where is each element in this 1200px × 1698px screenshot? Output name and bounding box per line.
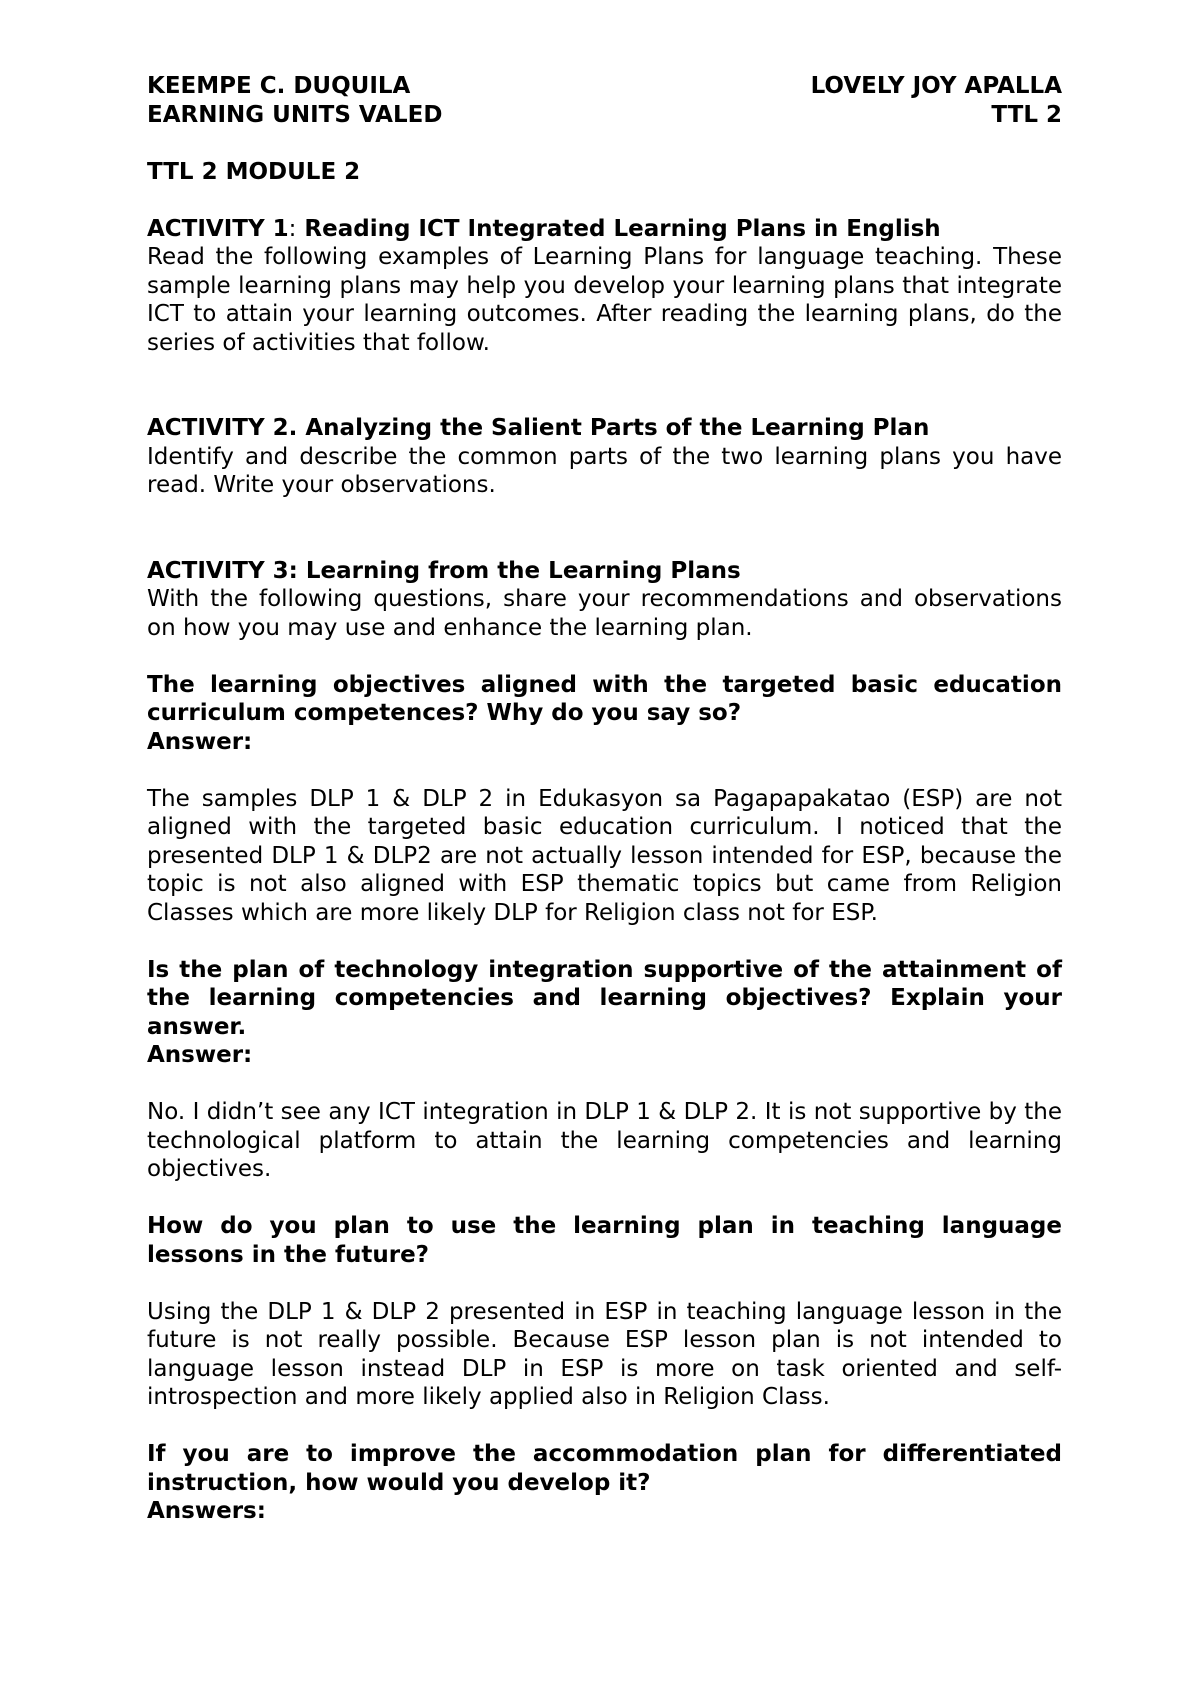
activity1-heading bbox=[147, 215, 1062, 244]
author-left-name: KEEMPE C. DUQUILA bbox=[147, 73, 411, 99]
activity1-label: ACTIVITY 1 bbox=[147, 215, 289, 242]
question-3: How do you plan to use the learning plan in teaching language lessons in the future? bbox=[147, 1213, 1062, 1268]
author-left-course: EARNING UNITS VALED bbox=[147, 101, 443, 128]
question-1-answer: The samples DLP 1 & DLP 2 in Edukasyon sa Pagapapakatao (ESP) are not aligned with the targeted basic education curriculum. I noticed that the presented DLP 1 & DLP2 are not actually lesson intended for ESP, because the topic is not also aligned with ESP thematic topics but came from Religion Classes which are more likely DLP for Religion class not for ESP. bbox=[147, 785, 1062, 926]
spacer bbox=[147, 1184, 1062, 1213]
question-2-answer: No. I didn’t see any ICT integration in DLP 1 & DLP 2. It is not supportive by the technological platform to attain the learning competencies and learning objectives. bbox=[147, 1099, 1062, 1182]
author-right-course: TTL 2 bbox=[991, 101, 1062, 128]
header-course-row bbox=[147, 101, 1062, 130]
spacer bbox=[147, 756, 1062, 785]
header-names-row bbox=[147, 72, 1062, 101]
activity1-sep: : bbox=[288, 215, 297, 242]
activity1-body: Read the following examples of Learning Plans for language teaching. These sample learning plans may help you develop your learning plans that integrate ICT to attain your learning outcomes. After reading the learning plans, do the series of activities that follow. bbox=[147, 244, 1062, 356]
module-title: TTL 2 MODULE 2 bbox=[147, 158, 361, 185]
activity3-heading: ACTIVITY 3: Learning from the Learning Plans bbox=[147, 557, 741, 584]
question-3-answer: Using the DLP 1 & DLP 2 presented in ESP in teaching language lesson in the future is not really possible. Because ESP lesson plan is not intended to language lesson instead DLP in ESP is more on task oriented and self-introspection and more likely applied also in Religion Class. bbox=[147, 1298, 1062, 1410]
activity1-title: Reading ICT Integrated Learning Plans in English bbox=[296, 215, 941, 242]
question-4-answer-label: Answers: bbox=[147, 1498, 266, 1524]
question-1-answer-label: Answer: bbox=[147, 728, 253, 755]
activity2-heading: ACTIVITY 2. Analyzing the Salient Parts of the Learning Plan bbox=[147, 415, 930, 441]
spacer bbox=[147, 1412, 1062, 1441]
activity3-body: With the following questions, share your recommendations and observations on how you may use and enhance the learning plan. bbox=[147, 586, 1062, 641]
spacer bbox=[147, 642, 1062, 671]
author-right-name: LOVELY JOY APALLA bbox=[810, 73, 1062, 99]
spacer bbox=[147, 927, 1062, 956]
spacer bbox=[147, 1070, 1062, 1099]
spacer bbox=[147, 129, 1062, 158]
document-page bbox=[147, 72, 1062, 1526]
question-4: If you are to improve the accommodation plan for differentiated instruction, how would you develop it? bbox=[147, 1441, 1062, 1496]
activity2-body: Identify and describe the common parts of the two learning plans you have read. Write your observations. bbox=[147, 443, 1062, 498]
question-2-answer-label: Answer: bbox=[147, 1042, 253, 1068]
spacer bbox=[147, 357, 1062, 414]
spacer bbox=[147, 1269, 1062, 1298]
question-1: The learning objectives aligned with the targeted basic education curriculum competences? Why do you say so? bbox=[147, 671, 1062, 726]
spacer bbox=[147, 186, 1062, 215]
spacer bbox=[147, 500, 1062, 557]
question-2: Is the plan of technology integration supportive of the attainment of the learning competencies and learning objectives? Explain your answer. bbox=[147, 956, 1062, 1040]
